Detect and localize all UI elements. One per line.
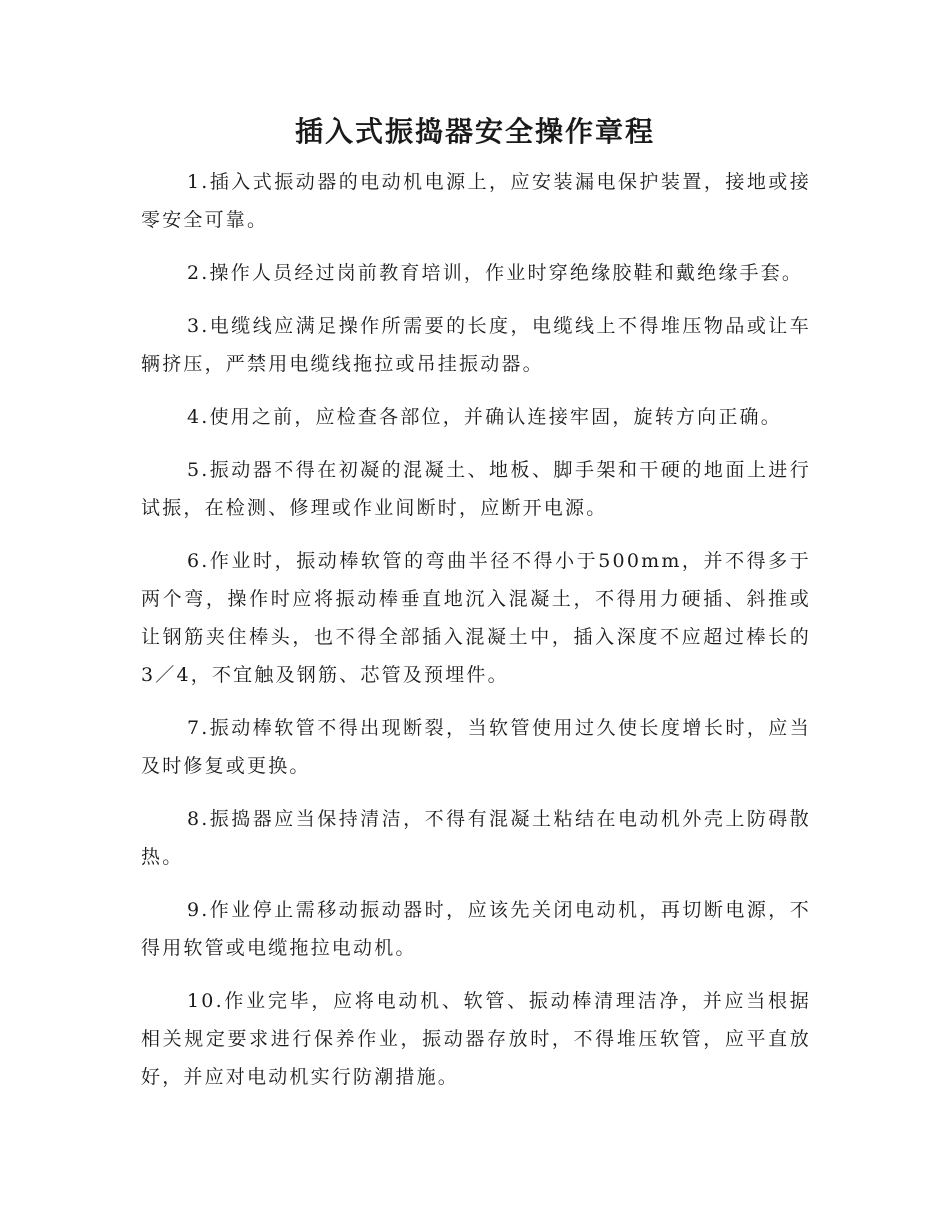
paragraph-10: 10.作业完毕，应将电动机、软管、振动棒清理洁净，并应当根据相关规定要求进行保养作业，振动器存放时，不得堆压软管，应平直放好，并应对电动机实行防潮措施。 (141, 990, 811, 1088)
document-title: 插入式振捣器安全操作章程 (294, 115, 655, 148)
paragraph-6: 6.作业时，振动棒软管的弯曲半径不得小于500mm，并不得多于两个弯，操作时应将振动棒垂直地沉入混凝土，不得用力硬插、斜推或让钢筋夹住棒头，也不得全部插入混凝土中，插入深度不应超过棒长的3／4，不宜触及钢筋、芯管及预埋件。 (141, 550, 811, 686)
document-body (141, 163, 811, 1111)
paragraph-3: 3.电缆线应满足操作所需要的长度，电缆线上不得堆压物品或让车辆挤压，严禁用电缆线拖拉或吊挂振动器。 (141, 315, 811, 375)
paragraph-9: 9.作业停止需移动振动器时，应该先关闭电动机，再切断电源，不得用软管或电缆拖拉电动机。 (141, 899, 811, 959)
paragraph-7: 7.振动棒软管不得出现断裂，当软管使用过久使长度增长时，应当及时修复或更换。 (141, 717, 811, 777)
paragraph-2: 2.操作人员经过岗前教育培训，作业时穿绝缘胶鞋和戴绝缘手套。 (187, 262, 804, 284)
paragraph-5: 5.振动器不得在初凝的混凝土、地板、脚手架和干硬的地面上进行试振，在检测、修理或作业间断时，应断开电源。 (141, 459, 811, 519)
paragraph-8: 8.振捣器应当保持清洁，不得有混凝土粘结在电动机外壳上防碍散热。 (141, 808, 811, 868)
paragraph-4: 4.使用之前，应检查各部位，并确认连接牢固，旋转方向正确。 (187, 406, 782, 428)
paragraph-1: 1.插入式振动器的电动机电源上，应安装漏电保护装置，接地或接零安全可靠。 (141, 171, 811, 231)
